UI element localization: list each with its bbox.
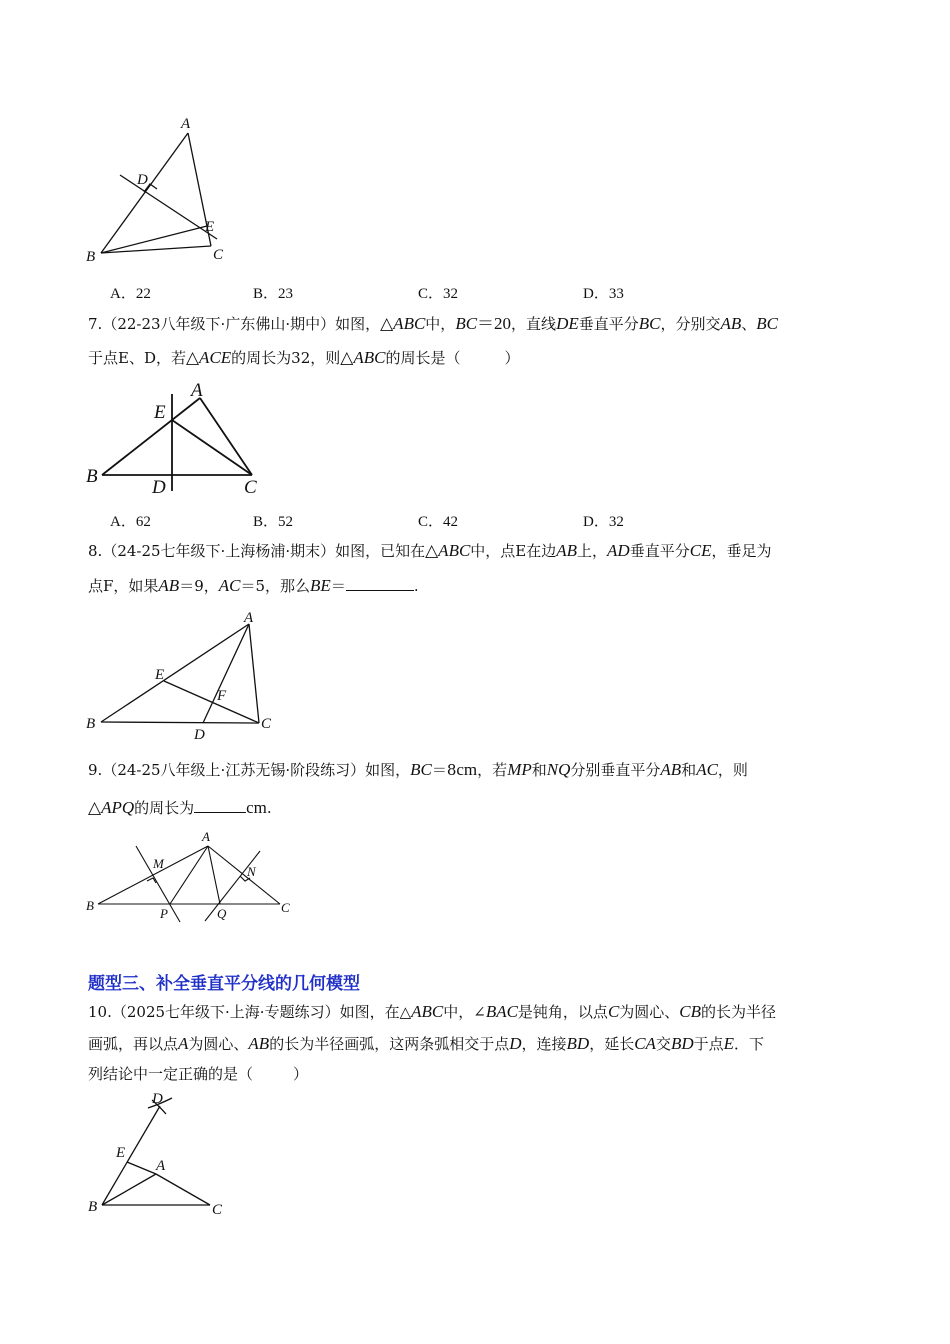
q6-figure — [80, 110, 240, 270]
q7-label-e: E — [154, 402, 166, 423]
q9-text: ＝8 — [431, 761, 457, 779]
q10-text: 为圆心、 — [619, 1003, 680, 1021]
q10-math: AB — [248, 1034, 270, 1053]
q6-label-b: B — [86, 249, 96, 265]
q8-text: . — [413, 577, 419, 595]
q9-text: . — [266, 799, 272, 817]
q8-label-f: F — [217, 688, 227, 704]
q10-text: 的长为半径 — [701, 1003, 777, 1021]
q9-math: BC — [410, 760, 432, 779]
q7-math: BC — [638, 314, 661, 333]
q8-label-d: D — [194, 727, 205, 743]
q10-source: （2025七年级下·上海·专题练习） — [111, 1003, 340, 1021]
q8-line2 — [88, 576, 419, 596]
q10-math: BD — [566, 1034, 590, 1053]
q7-line2 — [88, 348, 519, 368]
q10-text: 为圆心、 — [188, 1035, 249, 1053]
q9-label-q: Q — [217, 906, 227, 921]
q10-text: 列结论中一定正确的是（ — [88, 1065, 254, 1083]
q9-text: 分别垂直平分 — [570, 761, 661, 779]
q10-math: ABC — [411, 1002, 444, 1021]
q8-label-a: A — [244, 610, 254, 626]
q10-text: 于点 — [693, 1035, 724, 1053]
q8-figure — [80, 605, 280, 745]
q10-math: E — [723, 1034, 735, 1053]
q10-text: ） — [293, 1065, 309, 1083]
q9-math: NQ — [546, 760, 571, 779]
q8-text: 点F，如果 — [88, 577, 159, 595]
q8-math: △ABC — [425, 541, 471, 560]
q9-line1 — [88, 760, 748, 780]
q9-text: ，若 — [477, 761, 508, 779]
q9-math: AB — [660, 760, 682, 779]
q9-text: 和 — [531, 761, 547, 779]
q10-math: BD — [670, 1034, 694, 1053]
q8-math: AB — [158, 576, 180, 595]
q7-text: 、 — [741, 315, 757, 333]
q10-math: CB — [679, 1002, 702, 1021]
q9-text: ，则 — [717, 761, 748, 779]
q7-text: 于点E、D，若 — [88, 349, 186, 367]
q8-math: AB — [556, 541, 578, 560]
q7-label-d: D — [152, 477, 166, 498]
q6-option-b[interactable]: B．23 — [253, 286, 294, 302]
q7-option-a[interactable]: A．62 — [110, 514, 151, 530]
q9-text: 的周长为 — [134, 799, 195, 817]
q8-text: ＝5，那么 — [240, 577, 311, 595]
q10-text: 中，∠ — [443, 1003, 486, 1021]
q10-text: 交 — [655, 1035, 671, 1053]
q10-label-d: D — [152, 1091, 163, 1107]
q9-math: MP — [507, 760, 532, 779]
q8-source: （24-25七年级下·上海杨浦·期末） — [102, 542, 336, 560]
q9-math: △APQ — [88, 798, 135, 817]
q8-text: 中，点E在边 — [470, 542, 557, 560]
q10-label-b: B — [88, 1199, 98, 1215]
q10-text: 的长为半径画弧，这两条弧相交于点 — [269, 1035, 510, 1053]
q7-label-c: C — [244, 477, 257, 498]
q9-unit: cm — [456, 760, 478, 779]
q8-label-c: C — [261, 716, 272, 732]
q6-option-d[interactable]: D．33 — [583, 286, 624, 302]
q10-figure — [80, 1086, 240, 1226]
q9-text: 和 — [681, 761, 697, 779]
q7-label-a: A — [191, 380, 203, 401]
q9-label-b: B — [86, 898, 94, 913]
q7-text: ） — [504, 349, 520, 367]
q9-source: （24-25八年级上·江苏无锡·阶段练习） — [102, 761, 366, 779]
q7-text: 的周长为32，则 — [231, 349, 341, 367]
q7-figure — [80, 376, 280, 498]
q7-text: 的周长是（ — [385, 349, 461, 367]
q7-number: 7. — [88, 315, 103, 333]
q10-line2 — [88, 1034, 764, 1054]
q9-label-m: M — [153, 856, 164, 871]
q10-text: ，连接 — [521, 1035, 567, 1053]
q8-text: ，垂足为 — [711, 542, 772, 560]
q8-number: 8. — [88, 542, 103, 560]
q7-text: ，分别交 — [660, 315, 721, 333]
q10-text: 画弧，再以点 — [88, 1035, 179, 1053]
q7-text: 中， — [425, 315, 456, 333]
q7-math: △ABC — [340, 348, 386, 367]
q9-number: 9. — [88, 761, 103, 779]
q10-math: A — [178, 1034, 189, 1053]
q8-math: CE — [689, 541, 712, 560]
q6-option-a[interactable]: A．22 — [110, 286, 151, 302]
q10-math: BAC — [485, 1002, 518, 1021]
q8-label-b: B — [86, 716, 96, 732]
q7-text: ，直线 — [511, 315, 557, 333]
q8-math: AD — [607, 541, 630, 560]
q10-text: 是钝角，以点 — [517, 1003, 608, 1021]
q7-option-d[interactable]: D．32 — [583, 514, 624, 530]
q10-math: C — [607, 1002, 620, 1021]
q8-text: ＝ — [330, 577, 346, 595]
q7-label-b: B — [86, 466, 98, 487]
q9-unit: cm — [246, 798, 267, 817]
q10-label-c: C — [212, 1202, 223, 1218]
q6-label-e: E — [205, 219, 215, 235]
q7-math: △ABC — [380, 314, 426, 333]
q9-math: AC — [696, 760, 718, 779]
q9-line2 — [88, 798, 272, 818]
q7-math: BC — [455, 314, 478, 333]
q9-text: 如图， — [365, 761, 411, 779]
q7-math: DE — [556, 314, 579, 333]
q7-line1 — [88, 314, 778, 334]
q9-label-n: N — [247, 864, 256, 879]
q6-option-c[interactable]: C．32 — [418, 286, 459, 302]
q7-text: 垂直平分 — [578, 315, 639, 333]
q8-answer-blank[interactable] — [346, 576, 414, 591]
q10-line3 — [88, 1064, 308, 1084]
q8-text: 垂直平分 — [629, 542, 690, 560]
q7-math: AB — [720, 314, 742, 333]
q7-math: ＝20 — [477, 314, 512, 333]
q7-option-c[interactable]: C．42 — [418, 514, 459, 530]
q10-number: 10. — [88, 1003, 112, 1021]
q7-text: 如图， — [335, 315, 381, 333]
section-heading: 题型三、补全垂直平分线的几何模型 — [88, 974, 360, 994]
q8-math: BE — [310, 576, 331, 595]
q10-text: 如图，在△ — [339, 1003, 412, 1021]
q9-answer-blank[interactable] — [194, 798, 246, 813]
q10-text: ，延长 — [589, 1035, 635, 1053]
q7-option-b[interactable]: B．52 — [253, 514, 294, 530]
q10-math: CA — [634, 1034, 656, 1053]
q8-line1 — [88, 541, 771, 561]
q9-figure — [80, 826, 300, 926]
q6-label-a: A — [181, 116, 191, 132]
q7-math: BC — [756, 314, 779, 333]
q10-math: D — [509, 1034, 522, 1053]
q7-source: （22-23八年级下·广东佛山·期中） — [102, 315, 336, 333]
q10-label-a: A — [156, 1158, 166, 1174]
q10-label-e: E — [116, 1145, 126, 1161]
q8-label-e: E — [155, 667, 165, 683]
q8-text: 如图，已知在 — [335, 542, 426, 560]
q9-label-a: A — [202, 829, 210, 844]
q10-text: ．下 — [734, 1035, 765, 1053]
q10-line1 — [88, 1002, 776, 1022]
q8-text: 上， — [577, 542, 608, 560]
q9-label-c: C — [281, 900, 290, 915]
q7-math: △ACE — [185, 348, 232, 367]
q6-label-c: C — [213, 247, 224, 263]
q8-math: AC — [218, 576, 241, 595]
q8-text: ＝9， — [179, 577, 219, 595]
q9-label-p: P — [160, 906, 168, 921]
q6-label-d: D — [137, 172, 148, 188]
